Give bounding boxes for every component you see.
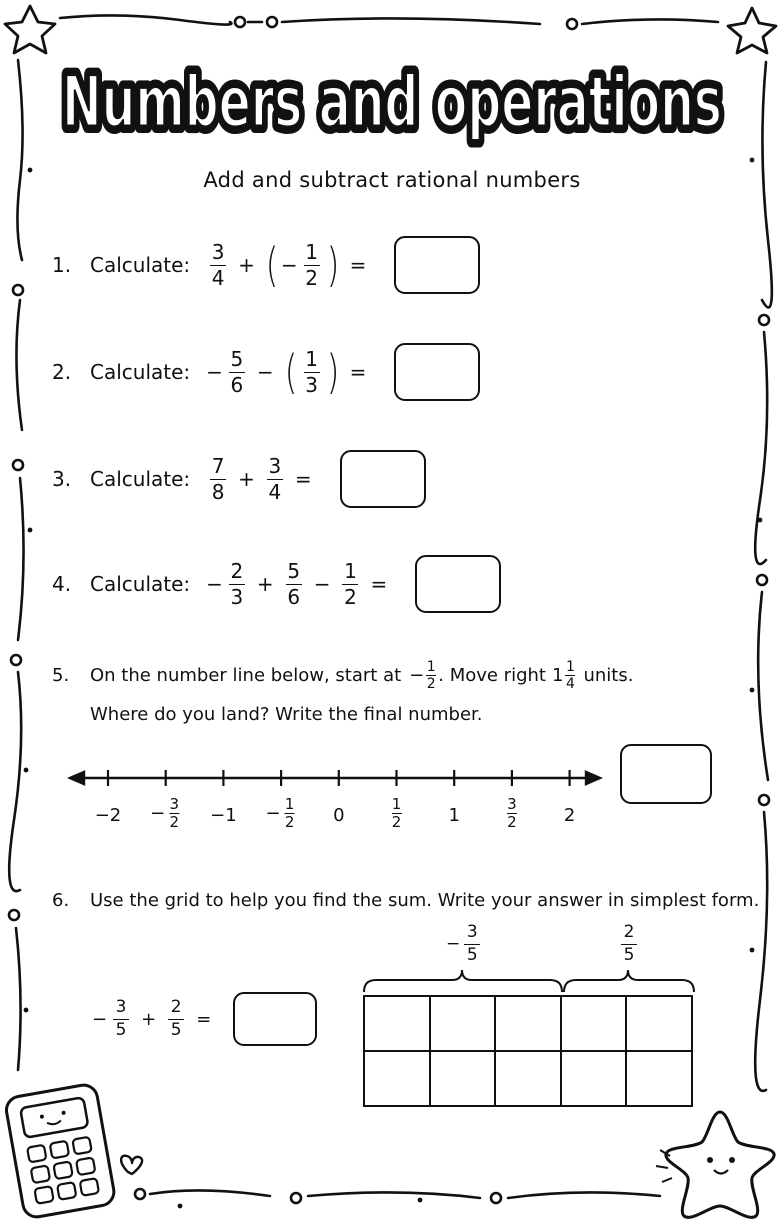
- equals-sign: =: [294, 467, 312, 491]
- question-number: 5.: [52, 665, 70, 686]
- grid-row: [364, 1051, 692, 1106]
- number-line-tick-label: − $\frac{3}{2}$: [150, 795, 179, 831]
- grid-cell[interactable]: [495, 1051, 561, 1106]
- question-number: 4.: [52, 572, 72, 596]
- subtitle: Add and subtract rational numbers: [203, 168, 581, 192]
- page-title: [40, 48, 744, 158]
- question-text: On the number line below, start at: [90, 665, 402, 686]
- answer-box-6[interactable]: [233, 992, 317, 1046]
- fraction: $\frac{5}{6}$: [230, 346, 244, 397]
- equals-sign: =: [196, 1008, 212, 1030]
- page-title-text: Numbers and operations: [62, 61, 722, 143]
- grid-expression: − $\frac{3}{5}$ + $\frac{2}{5}$ =: [92, 992, 317, 1046]
- heart-icon: [121, 1156, 142, 1174]
- star-icon: [728, 8, 776, 53]
- operator: +: [238, 467, 255, 491]
- operator: −: [313, 572, 331, 596]
- operator: +: [141, 1008, 157, 1030]
- number-line-tick-label: 2: [563, 805, 576, 826]
- fraction-grid: [363, 995, 693, 1107]
- question-label: Calculate:: [90, 467, 191, 491]
- answer-box-1[interactable]: [394, 236, 480, 294]
- number-line-tick-label: −1: [210, 805, 237, 826]
- page-title-outline: Numbers and operations: [62, 61, 722, 143]
- grid-cell[interactable]: [561, 1051, 627, 1106]
- grid-cell[interactable]: [626, 1051, 692, 1106]
- fraction: $\frac{1}{4}$: [565, 659, 575, 692]
- grid-cell[interactable]: [561, 996, 627, 1051]
- operator: +: [256, 572, 274, 596]
- grid-label-right: $\frac{2}{5}$: [617, 924, 641, 965]
- equals-sign: =: [370, 572, 388, 596]
- calculator-icon: [4, 1083, 116, 1219]
- question-number: 2.: [52, 360, 72, 384]
- fraction: $\frac{2}{5}$: [168, 999, 184, 1040]
- parenthesized-fraction: ( $\frac{1}{3}$ ): [284, 345, 339, 399]
- question-number: 1.: [52, 253, 72, 277]
- question-number: 6.: [52, 890, 70, 911]
- fraction: $\frac{7}{8}$: [211, 453, 225, 504]
- question-3: [52, 450, 426, 508]
- operator: +: [238, 253, 255, 277]
- question-4: 4. Calculate: − $\frac{2}{3}$ + $\frac{5}{6}$ − $\frac{1}{2}$ =: [52, 555, 501, 613]
- question-6: [52, 890, 759, 911]
- fraction: $\frac{1}{2}$: [426, 659, 436, 692]
- number-line-tick-label: −2: [94, 805, 122, 826]
- number-line-tick-label: − $\frac{1}{2}$: [265, 795, 295, 831]
- grid-label-left: − $\frac{3}{5}$: [446, 924, 484, 965]
- question-5: 5. On the number line below, start at − $\frac{1}{2}$ . Move right 1 $\frac{1}{4}$ units.: [52, 659, 634, 692]
- operator: −: [256, 360, 274, 384]
- answer-box-3[interactable]: [340, 450, 426, 508]
- fraction: $\frac{3}{4}$: [211, 239, 225, 290]
- question-1: [52, 236, 480, 294]
- grid-cell[interactable]: [430, 1051, 496, 1106]
- fraction: $\frac{5}{6}$: [287, 558, 301, 609]
- question-2: 2. Calculate: − $\frac{5}{6}$ − ( $\frac{1}{3}$ ) =: [52, 343, 480, 401]
- equals-sign: =: [349, 360, 367, 384]
- fraction: $\frac{3}{5}$: [113, 999, 129, 1040]
- star-icon: [5, 6, 55, 53]
- answer-box-2[interactable]: [394, 343, 480, 401]
- answer-box-4[interactable]: [415, 555, 501, 613]
- fraction: $\frac{3}{4}$: [268, 453, 282, 504]
- question-label: Calculate:: [90, 572, 191, 596]
- number-line-tick-label: 1: [448, 805, 460, 826]
- question-label: Calculate:: [90, 253, 191, 277]
- grid-row: [364, 996, 692, 1051]
- smiling-star-icon: [656, 1112, 774, 1217]
- grid-cell[interactable]: [364, 1051, 430, 1106]
- number-line-tick-label: $\frac{1}{2}$: [391, 795, 402, 831]
- question-text: Use the grid to help you find the sum. Write your answer in simplest form.: [90, 890, 760, 911]
- question-label: Calculate:: [90, 360, 191, 384]
- equals-sign: =: [349, 253, 367, 277]
- number-line-tick-label: 0: [333, 805, 345, 826]
- grid-cell[interactable]: [495, 996, 561, 1051]
- fraction: $\frac{2}{3}$: [230, 558, 244, 609]
- fraction: $\frac{1}{2}$: [344, 558, 357, 609]
- grid-cell[interactable]: [430, 996, 496, 1051]
- parenthesized-fraction: ( − $\frac{1}{2}$ ): [265, 238, 339, 292]
- grid-cell[interactable]: [364, 996, 430, 1051]
- answer-box-5[interactable]: [620, 744, 712, 804]
- question-number: 3.: [52, 467, 72, 491]
- question-text: Where do you land? Write the final number.: [90, 704, 483, 725]
- grid-cell[interactable]: [626, 996, 692, 1051]
- number-line-tick-label: $\frac{3}{2}$: [507, 795, 517, 831]
